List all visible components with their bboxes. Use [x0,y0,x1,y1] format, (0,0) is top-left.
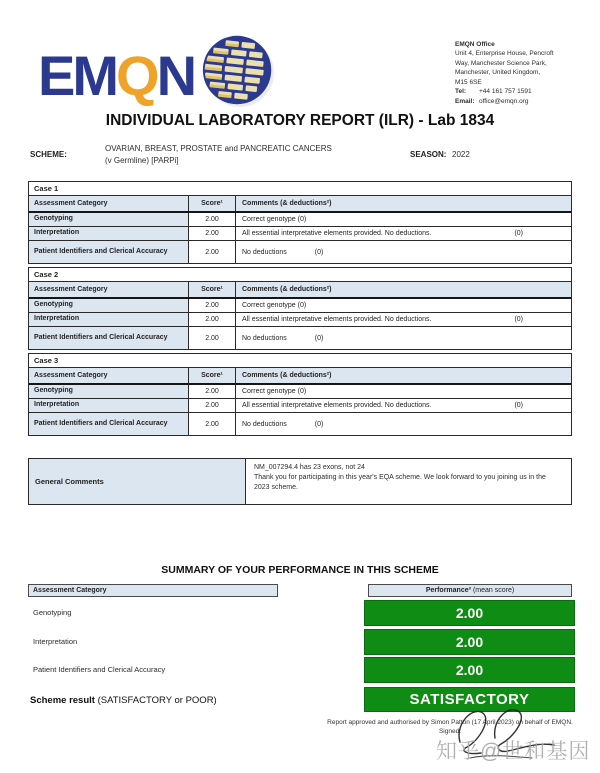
column-header-score: Score¹ [189,282,236,297]
comment-cell [236,385,571,398]
scheme-label: SCHEME: [30,150,67,159]
address-line: Way, Manchester Science Park, [455,59,547,67]
summary-category-header: Assessment Category [28,584,278,597]
case-3-table [28,353,572,436]
address-line: Unit 4, Enterprise House, Pencroft [455,50,554,58]
comment-text: Correct genotype (0) [242,216,307,223]
comment-cell [236,299,571,312]
deduction-text: (0) [514,402,523,409]
score-cell: 2.00 [189,399,236,412]
summary-row-label: Interpretation [33,637,78,646]
performance-bar: 2.00 [364,657,575,683]
general-comments-line-2: Thank you for participating in this year's EQA scheme. We look forward to you joining us in the 2023 scheme. [254,474,546,492]
general-comments-table [28,458,572,505]
logo-n: N [156,44,195,107]
address-line: M15 6SE [455,78,482,86]
category-cell: Interpretation [29,313,189,326]
comment-cell [236,241,571,263]
comment-text: All essential interpretative elements provided. No deductions. [242,402,432,409]
summary-title: SUMMARY OF YOUR PERFORMANCE IN THIS SCHEME [161,564,439,576]
performance-bar: 2.00 [364,600,575,626]
logo-q: Q [116,44,157,107]
logo-em: EM [38,44,116,107]
table-row [29,385,571,399]
comment-text: No deductions [242,420,287,428]
table-row [29,313,571,327]
address-line: Manchester, United Kingdom, [455,69,541,77]
category-cell: Genotyping [29,213,189,226]
category-cell: Interpretation [29,399,189,412]
tel-row [455,87,593,96]
category-cell: Interpretation [29,227,189,240]
page-title: INDIVIDUAL LABORATORY REPORT (ILR) - Lab 1834 [105,112,495,129]
scheme-result-bar: SATISFACTORY [364,687,575,712]
deduction-text: (0) [314,420,324,428]
comment-cell [236,313,571,326]
season-value: 2022 [452,150,470,159]
table-header-row [29,368,571,385]
category-cell: Patient Identifiers and Clerical Accuracy [29,241,189,263]
scheme-line-2: (v Germline) [PARPi] [105,156,179,165]
emqn-logo-text [38,44,195,107]
office-address-block [455,40,593,106]
table-row [29,399,571,413]
column-header-category: Assessment Category [29,282,189,297]
office-title: EMQN Office [455,41,495,48]
general-comments-label: General Comments [29,459,246,504]
score-cell: 2.00 [189,413,236,435]
email-value: office@emqn.org [479,97,529,105]
table-row [29,241,571,263]
scheme-result-label-bold: Scheme result [30,695,95,706]
email-row [455,97,593,106]
comment-cell [236,413,571,435]
approval-note: Report approved and authorised by Simon Patton (17 April 2023) on behalf of EMQN. [327,719,573,726]
general-comments-body [246,459,571,504]
signed-label: Signed: [438,728,462,735]
table-row [29,327,571,349]
score-cell: 2.00 [189,299,236,312]
comment-text: All essential interpretative elements provided. No deductions. [242,230,432,237]
column-header-comments: Comments (& deductions²) [242,286,332,293]
comment-cell [236,213,571,226]
performance-header-suffix: (mean score) [472,587,515,594]
column-header-score: Score¹ [189,196,236,211]
table-header-row [29,196,571,213]
score-cell: 2.00 [189,241,236,263]
column-header-comments: Comments (& deductions²) [242,200,332,207]
comment-text: No deductions [242,248,287,256]
globe-icon [200,31,276,109]
case-title: Case 2 [29,268,571,282]
case-2-table [28,267,572,350]
watermark-text: 知乎@世和基因 [436,740,591,763]
tel-value: +44 161 757 1591 [479,88,532,96]
comment-text: Correct genotype (0) [242,302,307,309]
performance-bar: 2.00 [364,629,575,655]
summary-performance-header [368,584,572,597]
column-header-category: Assessment Category [29,368,189,383]
case-1-table [28,181,572,264]
case-title: Case 1 [29,182,571,196]
column-header-category: Assessment Category [29,196,189,211]
score-cell: 2.00 [189,385,236,398]
score-cell: 2.00 [189,313,236,326]
season-label: SEASON: [410,150,447,159]
general-comments-line-1: NM_007294.4 has 23 exons, not 24 [254,464,365,471]
performance-header-text: Performance³ [425,587,471,594]
column-header-score: Score¹ [189,368,236,383]
category-cell: Genotyping [29,385,189,398]
table-row [29,213,571,227]
summary-row-label: Genotyping [33,608,72,617]
category-cell: Patient Identifiers and Clerical Accuracy [29,413,189,435]
table-row [29,299,571,313]
scheme-value [105,143,405,167]
column-header-comments: Comments (& deductions²) [242,372,332,379]
category-cell: Genotyping [29,299,189,312]
tel-label: Tel: [455,88,467,96]
score-cell: 2.00 [189,213,236,226]
table-row [29,227,571,241]
deduction-text: (0) [514,316,523,323]
summary-row-label: Patient Identifiers and Clerical Accuracy [33,665,166,674]
score-cell: 2.00 [189,327,236,349]
comment-text: Correct genotype (0) [242,388,307,395]
comment-cell [236,399,571,412]
comment-text: No deductions [242,334,287,342]
email-label: Email: [455,97,475,105]
scheme-result-label-rest: (SATISFACTORY or POOR) [94,695,217,706]
category-cell: Patient Identifiers and Clerical Accuracy [29,327,189,349]
case-title: Case 3 [29,354,571,368]
table-header-row [29,282,571,299]
scheme-result-label [30,695,217,706]
deduction-text: (0) [314,248,324,256]
comment-text: All essential interpretative elements provided. No deductions. [242,316,432,323]
table-row [29,413,571,435]
deduction-text: (0) [514,230,523,237]
comment-cell [236,327,571,349]
comment-cell [236,227,571,240]
score-cell: 2.00 [189,227,236,240]
scheme-line-1: OVARIAN, BREAST, PROSTATE and PANCREATIC CANCERS [105,144,332,153]
deduction-text: (0) [314,334,324,342]
